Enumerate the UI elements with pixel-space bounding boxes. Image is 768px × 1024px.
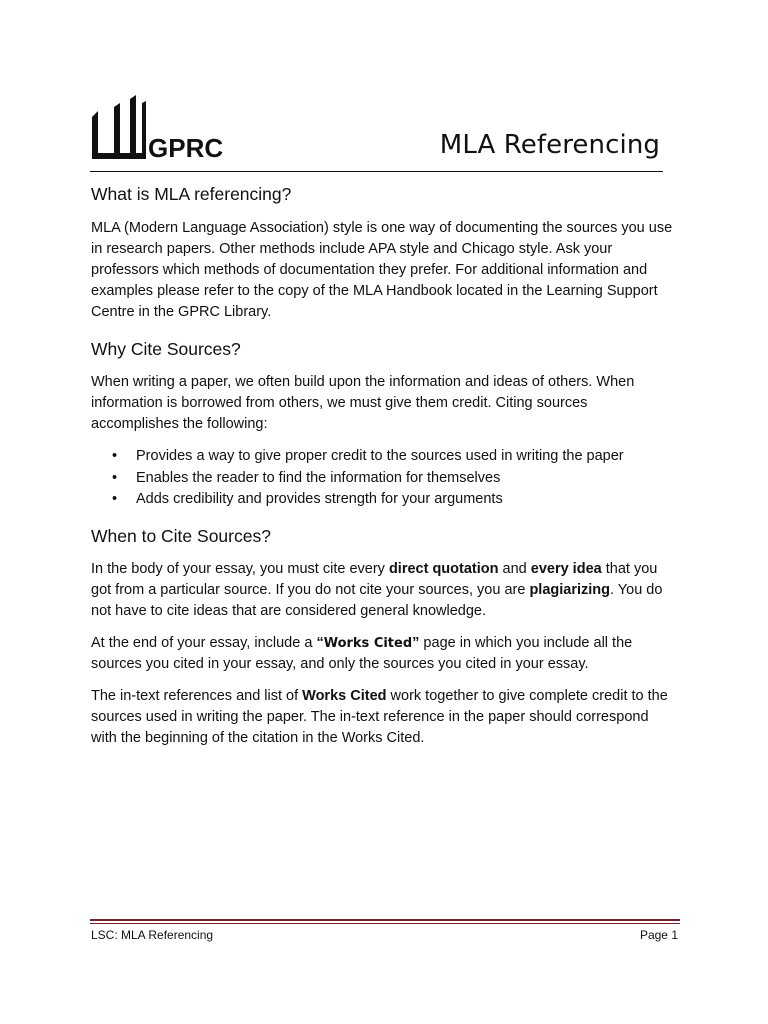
text-run: work together to give complete credit to the sources used in writing the paper. The in-text reference in the paper should correspond with the beginning of the citation in the Works Cited. xyxy=(91,687,668,746)
bold-text: direct quotation xyxy=(388,560,499,577)
gprc-logo-mark xyxy=(90,93,224,163)
document-body xyxy=(91,182,676,749)
text-run: At the end of your essay, include a xyxy=(91,634,317,651)
quote-close: ” xyxy=(412,634,420,651)
paragraph-when-1 xyxy=(91,559,676,622)
bold-text: plagiarizing xyxy=(529,581,611,598)
heading-what-is-mla: What is MLA referencing? xyxy=(91,184,292,204)
text-run: that you got from a particular source. If you do not cite your sources, you are xyxy=(91,560,658,598)
bold-text: Works Cited xyxy=(323,635,413,651)
bullet-icon: • xyxy=(112,491,118,507)
list-item-text: Adds credibility and provides strength for your arguments xyxy=(136,491,503,507)
paragraph-why-cite: When writing a paper, we often build upon the information and ideas of others. When information is borrowed from others, we must give them credit. Citing sources accomplishes the following: xyxy=(91,374,635,432)
bold-text: every idea xyxy=(530,560,602,577)
bullet-icon: • xyxy=(112,469,118,486)
footer-rule xyxy=(90,919,680,921)
paragraph-what-is-mla: MLA (Modern Language Association) style is one way of documenting the sources you use in research papers. Other methods include APA style and Chicago style. Ask your professors which methods of documentation they prefer. For additional information and examples please refer to the copy of the MLA Handbook located in the Learning Support Centre in the GPRC Library. xyxy=(91,220,673,320)
list-item xyxy=(91,468,676,490)
page-number: Page 1 xyxy=(639,928,678,942)
bullet-list xyxy=(91,446,676,511)
heading-why-cite: Why Cite Sources? xyxy=(91,339,241,359)
paragraph-when-3 xyxy=(91,686,676,749)
bullet-icon: • xyxy=(112,448,118,464)
footer-rule-thin xyxy=(90,923,680,924)
logo-text: GPRC xyxy=(148,133,224,163)
text-run: . You do not have to cite ideas that are considered general knowledge. xyxy=(91,581,663,619)
bold-text: Works Cited xyxy=(302,687,387,704)
list-item-text: Enables the reader to find the information for themselves xyxy=(136,469,501,486)
text-run: The in-text references and list of xyxy=(91,687,303,704)
paragraph-when-2 xyxy=(91,633,676,675)
document-title: MLA Referencing xyxy=(439,130,660,160)
footer-title: LSC: MLA Referencing xyxy=(91,928,214,942)
list-item xyxy=(91,489,676,511)
quote-open: “ xyxy=(316,634,324,651)
list-item xyxy=(91,446,676,468)
list-item-text: Provides a way to give proper credit to the sources used in writing the paper xyxy=(136,448,624,464)
text-run: and xyxy=(498,560,531,577)
text-run: In the body of your essay, you must cite every xyxy=(91,560,389,577)
heading-when-to-cite: When to Cite Sources? xyxy=(91,525,271,546)
text-run: page in which you include all the sources you cited in your essay, and only the sources you cited in your essay. xyxy=(91,634,633,672)
gprc-logo xyxy=(90,93,224,163)
header-rule xyxy=(90,171,663,172)
